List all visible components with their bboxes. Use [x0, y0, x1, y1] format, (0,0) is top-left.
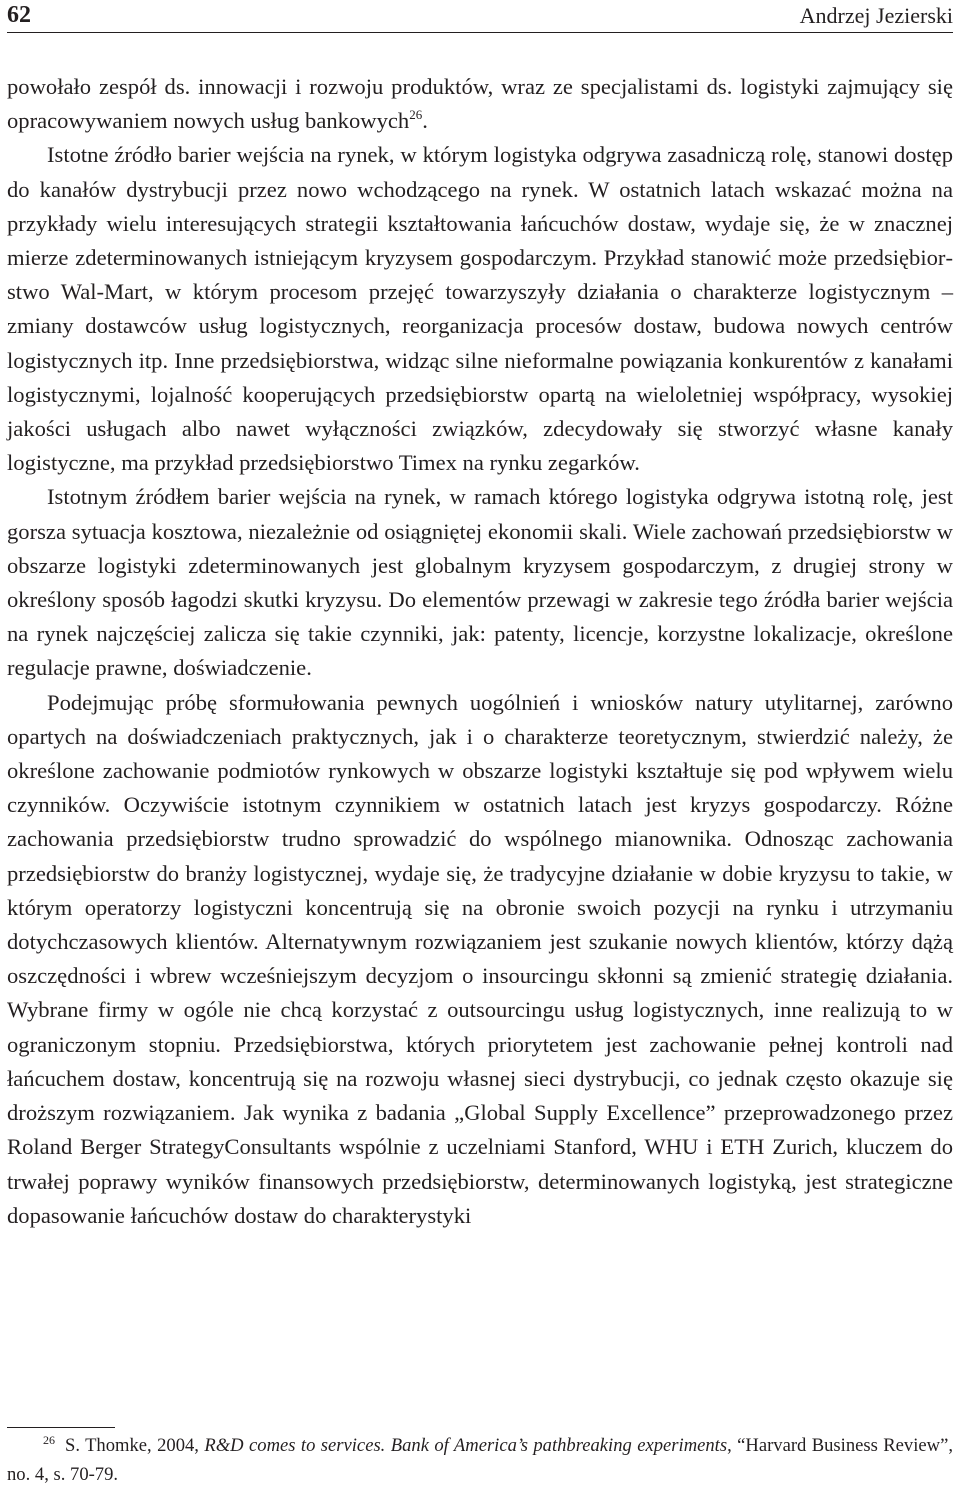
paragraph-1-end: .	[422, 108, 428, 134]
paragraph-4: Podejmując próbę sformułowania pewnych uogólnień i wniosków natury utylitarnej, zarówno opartych na doświadczeniach praktycznych, jak i o charakterze teoretycznym, stwierdzić należy, że określone zachowanie podmiotów rynkowych w obszarze logistyki kształtuje się pod wpływem wielu czynników. Oczywiście istotnym czynnikiem w ostatnich latach jest kryzys gospodarczy. Różne zachowania przedsiębiorstw trudno sprowadzić do wspólnego mianownika. Odnosząc zachowania przedsiębiorstw do branży logistycznej, wydaje się, że tradycyjne działanie w dobie kryzysu to takie, w którym operatorzy logistyczni koncentrują się na obronie swoich pozycji na rynku i utrzymaniu dotychczasowych klientów. Alternatywnym rozwiązaniem jest szukanie nowych klientów, którzy dążą oszczędności i wbrew wcześniejszym decyzjom o insourcingu skłonni są zmienić strategię działania. Wybrane firmy w ogóle nie chcą korzystać z outsourcingu usług logistycznych, inne realizują to w ograniczonym stopniu. Przedsiębiorstwa, których priorytetem jest zachowanie pełnej kontroli nad łańcuchem dostaw, koncentrują się na rozwoju własnej sieci dystrybucji, co jednak często okazuje się droższym rozwiązaniem. Jak wynika z badania „Global Supply Excellence” przeprowadzonego przez Roland Berger StrategyConsultants wspólnie z uczelniami Stanford, WHU i ETH Zurich, kluczem do trwałej poprawy wyników finansowych przedsiębiorstw, determinowanych logistyką, jest strategiczne dopasowanie łańcuchów dostaw do charakterystyki	[7, 689, 953, 1228]
footnote-rest: , “Harvard Business Review”, no. 4, s. 70-79.	[7, 1435, 953, 1485]
footnote-author: S. Thomke, 2004,	[65, 1435, 205, 1456]
page-number: 62	[7, 2, 31, 28]
body-text	[7, 70, 953, 1233]
footnote-rule	[7, 1427, 115, 1428]
paragraph-2: Istotne źródło barier wejścia na rynek, w którym logistyka odgrywa zasadniczą rolę, stanowi dostęp do kanałów dystrybucji przez nowo wchodzącego na rynek. W ostatnich latach wskazać można na przykłady wielu interesujących strategii kształtowania łańcuchów dostaw, wydaje się, że w znacznej mierze zdeterminowanych istniejącym kryzysem gospodarczym. Przykład stanowić może przedsiębiorstwo Wal-Mart, w którym procesom przejęć towarzyszyły działania o charakterze logistycznym – zmiany dostawców usług logistycznych, reorganizacja procesów dostaw, budowa nowych centrów logistycznych itp. Inne przedsiębiorstwa, widząc silne nieformalne powiązania konkurentów z kanałami logistycznymi, lojalność kooperujących przedsiębiorstw opartą na wieloletniej współpracy, wysokiej jakości usługach albo nawet wyłączności związków, zdecydowały się stworzyć własne kanały logistyczne, ma przykład przedsiębiorstwo Timex na rynku zegarków.	[7, 142, 953, 476]
running-head-author: Andrzej Jezierski	[799, 3, 953, 28]
paragraph-1-text: powołało zespół ds. innowacji i rozwoju produktów, wraz ze specjalistami ds. logistyki zajmujący się opracowywaniem nowych usług bankowych	[7, 74, 953, 134]
footnote-title: R&D comes to services. Bank of America’s pathbreaking experiments	[204, 1435, 728, 1456]
paragraph-1	[7, 70, 953, 138]
running-header	[7, 0, 953, 33]
footnote	[7, 1432, 953, 1489]
footnote-number: 26	[43, 1433, 55, 1447]
footnote-reference[interactable]: 26	[409, 107, 423, 123]
paragraph-3: Istotnym źródłem barier wejścia na rynek, w ramach którego logistyka odgrywa istotną rolę, jest gorsza sytuacja kosztowa, niezależnie od osiągniętej ekonomii skali. Wiele zachowań przedsiębiorstw w obszarze logistyki zdeterminowanych jest globalnym kryzysem gospodarczym, z drugiej strony w określony sposób łagodzi skutki kryzysu. Do elementów przewagi w zakresie tego źródła barier wejścia na rynek najczęściej zalicza się takie czynniki, jak: patenty, licencje, korzystne lokalizacje, określone regulacje prawne, doświadczenie.	[7, 484, 953, 681]
footnote-26	[7, 1432, 953, 1489]
